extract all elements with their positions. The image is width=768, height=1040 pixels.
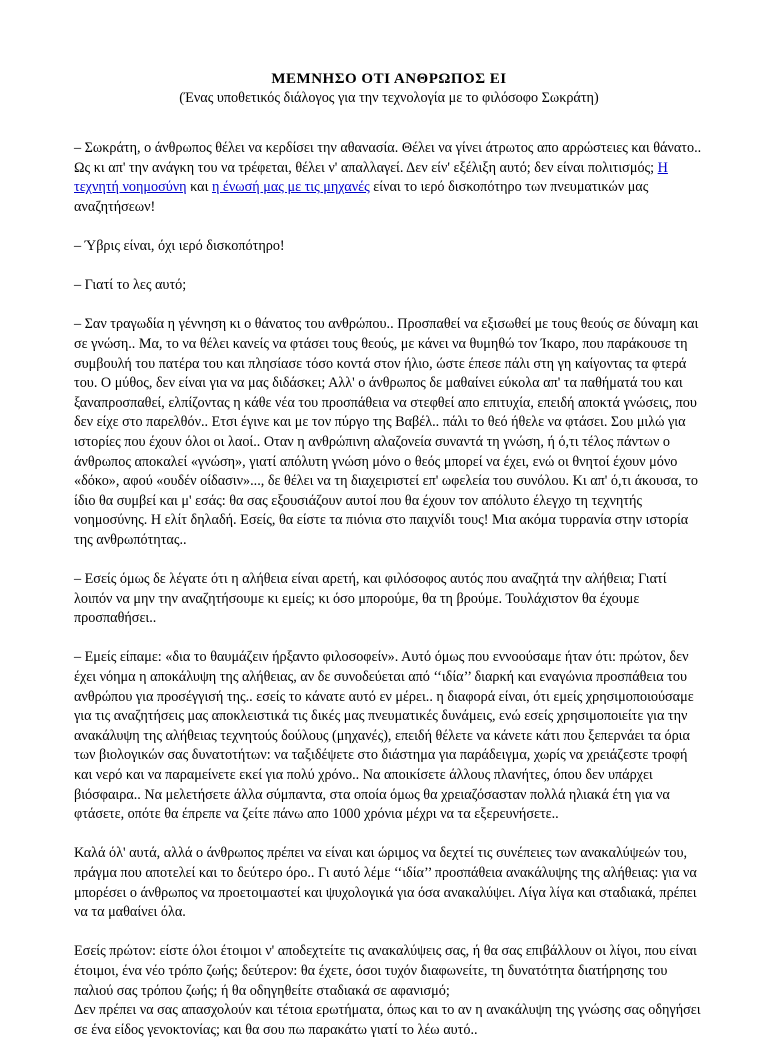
paragraph-2: – Ύβρις είναι, όχι ιερό δισκοπότηρο! bbox=[74, 237, 285, 254]
paragraph-1-text-start: – Σωκράτη, ο άνθρωπος θέλει να κερδίσει την αθανασία. Θέλει να γίνει άτρωτος απο αρρώστειες και θάνατο.. Ως κι απ' την ανάγκη του να τρέφεται, θέλει ν' απαλλαγεί. Δεν είν' εξέλιξη αυτό; δεν είναι πολιτισμός; bbox=[74, 140, 702, 176]
paragraph-4: – Σαν τραγωδία η γέννηση κι ο θάνατος του ανθρώπου.. Προσπαθεί να εξισωθεί με τους θεούς σε δύναμη και σε γνώση.. Μα, το να θέλει κανείς να φτάσει τους θεούς, με κάνει να θυμηθώ τον Ίκαρο, που παράκουσε τη συμβουλή του πατέρα του και πλησίασε τόσο κοντά στον ήλιο, ώστε έπεσε πάλι στη γη καίγοντας τα φτερά του. Ο μύθος, δεν είναι για να μας διδάσκει; Αλλ' ο άνθρωπος δε μαθαίνει εύκολα απ' τα παθήματά του και ξαναπροσπαθεί, ελπίζοντας η κάθε νέα του προσπάθεια να στεφθεί απο επιτυχία, επειδή αποκτά γνώσεις, που δεν είχε στο παρελθόν.. Ετσι έγινε και με τον πύργο της Βαβέλ.. πάλι το θεό ήθελε να φτάσει. Σου μιλώ για ιστορίες που έχουν όλοι οι λαοί.. Οταν η ανθρώπινη αλαζονεία συναντά τη γνώση, ή ό,τι τέλος πάντων ο άνθρωπος αποκαλεί «γνώση», γιατί απόλυτη γνώση μόνο ο θεός μπορεί να έχει, ενώ οι θνητοί έχουν μόνο «δόκο», αφού «ουδέν οίδασιν»..., δε θέλει να τη διαχειριστεί επ' ωφελεία του συνόλου. Κι απ' ό,τι άκουσα, το ίδιο θα συμβεί και μ' εσάς: θα σας εξουσιάζουν αυτοί που θα έχουν τον απόλυτο έλεγχο τη τεχνητής νοημοσύνης. Η ελίτ δηλαδή. Εσείς, θα είστε τα πιόνια στο παιχνίδι τους! Μια ακόμα τυρρανία στην ιστορία της ανθρωπότητας.. bbox=[74, 316, 699, 548]
paragraph-1 bbox=[74, 139, 704, 217]
ai-link[interactable]: Η τεχνητή νοημοσύνη bbox=[74, 159, 668, 196]
paragraph-1-text-mid: και bbox=[186, 179, 212, 196]
document-subtitle: (Ένας υποθετικός διάλογος για την τεχνολογία με το φιλόσοφο Σωκράτη) bbox=[179, 90, 599, 106]
paragraph-8: Εσείς πρώτον: είστε όλοι έτοιμοι ν' αποδεχτείτε τις ανακαλύψεις σας, ή θα σας επιβάλλουν οι λίγοι, που είναι έτοιμοι, ένα νέο τρόπο ζωής; δεύτερον: θα έχετε, όσοι τυχόν διαφωνείτε, τη δυνατότητα διατήρησης του παλιού σας τρόπου ζωής; ή θα οδηγηθείτε σταδιακά σε αφανισμό; bbox=[74, 943, 697, 999]
paragraph-5: – Εσείς όμως δε λέγατε ότι η αλήθεια είναι αρετή, και φιλόσοφος αυτός που αναζητά την αλήθεια; Γιατί λοιπόν να μην την αναζητήσουμε κι εμείς; κι όσο μπορούμε, θα τη βρούμε. Τουλάχιστον θα έχουμε προσπαθήσει.. bbox=[74, 571, 667, 627]
paragraph-9: Δεν πρέπει να σας απασχολούν και τέτοια ερωτήματα, όπως και το αν η ανακάλυψη της γνώσης σας οδηγήσει σε ένα είδος γενοκτονίας; και θα σου πω παρακάτω γιατί το λέω αυτό.. bbox=[74, 1002, 701, 1038]
paragraph-1-text-end: είναι το ιερό δισκοπότηρο των πνευματικών μας αναζητήσεων! bbox=[74, 179, 649, 215]
paragraph-6: – Εμείς είπαμε: «δια το θαυμάζειν ήρξαντο φιλοσοφείν». Αυτό όμως που εννοούσαμε ήταν ότι: πρώτον, δεν έχει νόημα η αποκάλυψη της αλήθειας, αν δε συνοδεύεται από ‘‘ιδία’’ διαρκή και εναγώνια προσπάθεια του ανθρώπου για προσέγγισή της.. εσείς το κάνατε αυτό εν μέρει.. η διαφορά είναι, ότι εμείς χρησιμοποιούσαμε για τις αναζητήσεις μας αποκλειστικά τις δικές μας πνευματικές δυνάμεις, ενώ εσείς χρησιμοποιείτε για την ανακάλυψη της αλήθειας τεχνητούς δούλους (μηχανές), επειδή θέλετε να κάνετε κάτι που ξεπερνάει τα όρια των βιολογικών σας δυνατοτήτων: να ταξιδέψετε στο διάστημα για παράδειγμα, χωρίς να χρειάζεστε τροφή και νερό και να παραμείνετε εκεί για πολύ χρόνο.. Να αποικίσετε άλλους πλανήτες, όπου δεν υπάρχει βιόσφαιρα.. Να μελετήσετε άλλα σύμπαντα, στα οποία όμως θα χρειαζόσασταν πολλά ηλιακά έτη για να φτάσετε, οπότε θα έπρεπε να ζείτε πάνω απο 1000 χρόνια μέχρι να τα εξερευνήσετε.. bbox=[74, 649, 694, 823]
machine-union-link[interactable]: η ένωσή μας με τις μηχανές bbox=[211, 179, 370, 196]
paragraph-3: – Γιατί το λες αυτό; bbox=[74, 277, 187, 294]
paragraph-7: Καλά όλ' αυτά, αλλά ο άνθρωπος πρέπει να είναι και ώριμος να δεχτεί τις συνέπειες των ανακαλύψεών του, πράγμα που αποτελεί και το δεύτερο όρο.. Γι αυτό λέμε ‘‘ιδία’’ προσπάθεια ανακάλυψης της αλήθειας: για να μπορέσει ο άνθρωπος να προετοιμαστεί και ψυχολογικά για όσα ανακαλύψει. Λίγα λίγα και σταδιακά, πρέπει να τα μαθαίνει όλα. bbox=[74, 845, 697, 921]
document-title: ΜΕΜΝΗΣΟ ΟΤΙ ΑΝΘΡΩΠΟΣ ΕΙ bbox=[271, 71, 507, 87]
